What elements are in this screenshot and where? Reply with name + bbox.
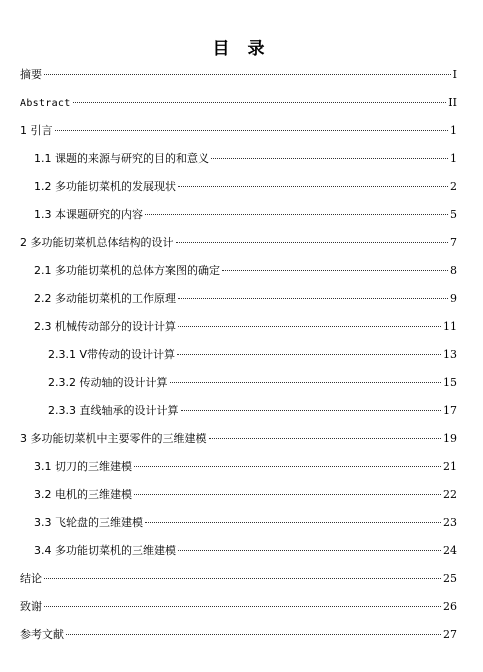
dot-leader xyxy=(176,242,449,243)
dot-leader xyxy=(209,438,442,439)
toc-entry-2-3-1[interactable] xyxy=(0,341,483,369)
toc-entry-label: 3 多功能切菜机中主要零件的三维建模 xyxy=(20,432,207,445)
dot-leader xyxy=(222,270,448,271)
toc-entry-page: 22 xyxy=(443,488,457,501)
toc-entry-page: 24 xyxy=(443,544,457,557)
toc-entry-3-4[interactable] xyxy=(0,537,483,565)
dot-leader xyxy=(66,634,441,635)
toc-entry-page: 11 xyxy=(443,320,457,333)
dot-leader xyxy=(178,326,441,327)
toc-entry-2-3-3[interactable] xyxy=(0,397,483,425)
toc-entry-label: Abstract xyxy=(20,98,71,109)
dot-leader xyxy=(134,494,441,495)
toc-entry-page: 25 xyxy=(443,572,457,585)
dot-leader xyxy=(177,354,441,355)
toc-entry-label: 3.2 电机的三维建模 xyxy=(34,488,132,501)
toc-entry-label: 1 引言 xyxy=(20,124,53,137)
dot-leader xyxy=(145,522,441,523)
toc-entry-page: 17 xyxy=(443,404,457,417)
toc-entry-3[interactable] xyxy=(0,425,483,453)
toc-entry-2-1[interactable] xyxy=(0,257,483,285)
dot-leader xyxy=(178,298,448,299)
toc-entry-1-3[interactable] xyxy=(0,201,483,229)
toc-entry-abstract-en[interactable] xyxy=(0,89,483,117)
toc-entry-label: 1.1 课题的来源与研究的目的和意义 xyxy=(34,152,209,165)
toc-entry-2-2[interactable] xyxy=(0,285,483,313)
dot-leader xyxy=(44,578,441,579)
toc-entry-label: 结论 xyxy=(20,572,42,585)
toc-entry-label: 参考文献 xyxy=(20,628,64,641)
toc-entry-page: 21 xyxy=(443,460,457,473)
toc-entry-page: 27 xyxy=(443,628,457,641)
toc-entry-page: 1 xyxy=(450,152,457,165)
dot-leader xyxy=(178,550,441,551)
toc-entry-acknowledgements[interactable] xyxy=(0,593,483,621)
toc-entry-page: 5 xyxy=(450,208,457,221)
dot-leader xyxy=(178,186,448,187)
toc-entry-page: 15 xyxy=(443,376,457,389)
toc-entry-label: 2.3.3 直线轴承的设计计算 xyxy=(48,404,179,417)
dot-leader xyxy=(134,466,441,467)
dot-leader xyxy=(44,74,451,75)
toc-entry-label: 3.1 切刀的三维建模 xyxy=(34,460,132,473)
toc-entry-1[interactable] xyxy=(0,117,483,145)
toc-list xyxy=(0,61,483,649)
toc-entry-label: 摘要 xyxy=(20,68,42,81)
dot-leader xyxy=(145,214,448,215)
toc-entry-page: 26 xyxy=(443,600,457,613)
toc-entry-label: 2.3.1 V带传动的设计计算 xyxy=(48,348,176,361)
toc-entry-label: 3.4 多功能切菜机的三维建模 xyxy=(34,544,176,557)
toc-entry-page: 2 xyxy=(450,180,457,193)
toc-entry-label: 1.2 多功能切菜机的发展现状 xyxy=(34,180,176,193)
dot-leader xyxy=(44,606,441,607)
toc-entry-label: 2.3 机械传动部分的设计计算 xyxy=(34,320,176,333)
toc-entry-page: I xyxy=(452,68,457,81)
toc-entry-label: 致谢 xyxy=(20,600,42,613)
toc-entry-2[interactable] xyxy=(0,229,483,257)
dot-leader xyxy=(55,130,449,131)
dot-leader xyxy=(181,410,442,411)
toc-entry-page: 13 xyxy=(443,348,457,361)
toc-entry-label: 2 多功能切菜机总体结构的设计 xyxy=(20,236,174,249)
toc-entry-3-1[interactable] xyxy=(0,453,483,481)
toc-entry-page: 1 xyxy=(450,124,457,137)
toc-entry-page: II xyxy=(448,96,457,109)
toc-entry-abstract-cn[interactable] xyxy=(0,61,483,89)
toc-entry-2-3-2[interactable] xyxy=(0,369,483,397)
toc-entry-page: 9 xyxy=(450,292,457,305)
dot-leader xyxy=(73,102,447,103)
toc-entry-2-3[interactable] xyxy=(0,313,483,341)
toc-entry-3-3[interactable] xyxy=(0,509,483,537)
toc-title: 目 录 xyxy=(212,39,271,59)
toc-entry-page: 19 xyxy=(443,432,457,445)
toc-entry-1-2[interactable] xyxy=(0,173,483,201)
toc-entry-label: 2.2 多动能切菜机的工作原理 xyxy=(34,292,176,305)
toc-entry-label: 2.1 多功能切菜机的总体方案图的确定 xyxy=(34,264,220,277)
toc-entry-label: 3.3 飞轮盘的三维建模 xyxy=(34,516,143,529)
toc-entry-3-2[interactable] xyxy=(0,481,483,509)
dot-leader xyxy=(170,382,442,383)
toc-entry-page: 23 xyxy=(443,516,457,529)
dot-leader xyxy=(211,158,448,159)
toc-entry-page: 7 xyxy=(450,236,457,249)
toc-entry-page: 8 xyxy=(450,264,457,277)
toc-entry-label: 2.3.2 传动轴的设计计算 xyxy=(48,376,168,389)
toc-entry-references[interactable] xyxy=(0,621,483,649)
toc-entry-conclusion[interactable] xyxy=(0,565,483,593)
toc-entry-1-1[interactable] xyxy=(0,145,483,173)
toc-entry-label: 1.3 本课题研究的内容 xyxy=(34,208,143,221)
